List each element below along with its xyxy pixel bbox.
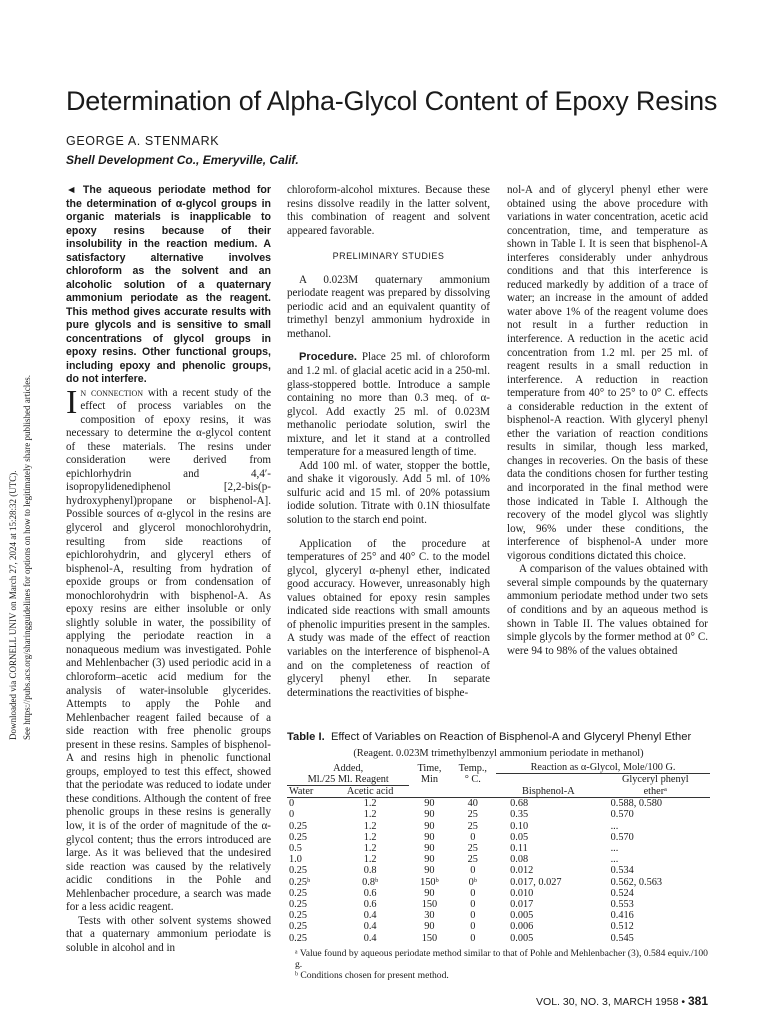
table-row xyxy=(287,832,710,843)
col-header-added-unit: Ml./25 Ml. Reagent xyxy=(287,774,409,786)
col-header-glyceryl-2: etherᵃ xyxy=(643,785,667,797)
cell-bisphenol: 0.11 xyxy=(510,842,528,854)
cell-glyceryl: 0.545 xyxy=(610,932,634,944)
cell-time: 150 xyxy=(421,898,438,910)
cell-temp: 0 xyxy=(470,921,476,933)
table-1 xyxy=(287,731,710,981)
author-name: GEORGE A. STENMARK xyxy=(66,134,220,148)
table-row xyxy=(287,821,710,832)
cell-temp: 25 xyxy=(467,820,478,832)
page-number: 381 xyxy=(687,994,708,1008)
cell-time: 90 xyxy=(424,798,435,810)
cell-glyceryl: 0.524 xyxy=(610,887,634,899)
cell-glyceryl: ... xyxy=(610,842,619,854)
cell-glyceryl: 0.562, 0.563 xyxy=(610,876,663,888)
body-paragraph: nol-A and of glyceryl phenyl ether were obtained using the above procedure with variations in water concentration, acetic acid concentration, time, and temperature as shown in Table I. It is seen that bisphenol-A interferes considerably under anhydrous conditions and that this interference is reduced markedly by addition of a trace of water; an increase in the amount of added water above 1% of the reagent volume does not result in a further reduction in interference. A reduction in the acetic acid concentration from 1.2 ml. per 25 ml. of reagent results in a small reduction in interference. A reduction in reaction temperature from 40° to 25° to 0° C. effects a considerable reduction in the extent of bisphenol-A reaction. With glyceryl phenyl ether the variation of reaction conditions results in similar, though less marked, changes in recoveries. On the basis of these data the conditions chosen for further testing and incorporated in the final method were those indicated in Table I. Although the recovery of the model glycol was slightly low, 96% under these conditions, the interference of bisphenol-A under more vigorous conditions dictated this choice. xyxy=(507,184,708,562)
cell-time: 90 xyxy=(424,809,435,821)
cell-water: 1.0 xyxy=(289,854,302,866)
table-label: Table I. xyxy=(287,731,325,743)
cell-bisphenol: 0.68 xyxy=(510,798,529,810)
table-row xyxy=(287,910,710,921)
table-row xyxy=(287,798,710,809)
cell-glyceryl: 0.416 xyxy=(610,910,634,922)
cell-bisphenol: 0.012 xyxy=(510,865,534,877)
cell-time: 90 xyxy=(424,865,435,877)
table-row xyxy=(287,899,710,910)
col-header-water: Water xyxy=(289,785,314,797)
cell-temp: 0 xyxy=(470,910,476,922)
abstract: ◄ The aqueous periodate method for the determination of α-glycol groups in organic materials is inapplicable to epoxy resins because of their insolubility in the reaction medium. A satisfactory alternative involves chloroform as the solvent and an alcoholic solution of a quaternary ammonium periodate as the reagent. This method gives accurate results with pure glycols and is sensitive to small concentrations of glycol groups in epoxy resins. Other functional groups, including epoxy and phenolic groups, do not interfere. xyxy=(66,184,271,385)
body-paragraph: Tests with other solvent systems showed that a quaternary ammonium periodate is soluble in alcohol and in xyxy=(66,914,271,954)
table-row xyxy=(287,809,710,820)
cell-bisphenol: 0.005 xyxy=(510,910,534,922)
cell-acetic-acid: 0.8 xyxy=(363,865,377,877)
cell-acetic-acid: 0.4 xyxy=(363,932,377,944)
cell-glyceryl: ... xyxy=(610,820,619,832)
table-caption xyxy=(287,731,710,743)
table-row xyxy=(287,888,710,899)
cell-acetic-acid: 0.4 xyxy=(363,921,377,933)
article-title: Determination of Alpha-Glycol Content of Epoxy Resins xyxy=(66,86,718,116)
table-body xyxy=(287,798,710,944)
table-subtitle: (Reagent. 0.023M trimethylbenzyl ammonium periodate in methanol) xyxy=(353,748,644,759)
cell-glyceryl: 0.534 xyxy=(610,865,634,877)
download-notice xyxy=(4,300,34,740)
cell-water: 0.5 xyxy=(289,842,302,854)
col-header-bisphenol: Bisphenol-A xyxy=(522,785,575,797)
download-notice-line: Downloaded via CORNELL UNIV on March 27, 2024 at 15:28:32 (UTC). xyxy=(8,470,18,740)
cell-water: 0.25 xyxy=(289,921,308,933)
volume-info: VOL. 30, NO. 3, MARCH 1958 xyxy=(536,996,679,1008)
lead-in: n connection xyxy=(80,386,144,399)
author-affiliation: Shell Development Co., Emeryville, Calif. xyxy=(66,153,299,167)
cell-glyceryl: ... xyxy=(610,854,619,866)
cell-bisphenol: 0.017 xyxy=(510,898,534,910)
cell-acetic-acid: 0.4 xyxy=(363,910,377,922)
table-row xyxy=(287,877,710,888)
table-row xyxy=(287,843,710,854)
cell-bisphenol: 0.08 xyxy=(510,854,529,866)
cell-glyceryl: 0.588, 0.580 xyxy=(610,798,663,810)
cell-time: 90 xyxy=(424,842,435,854)
cell-acetic-acid: 1.2 xyxy=(363,820,377,832)
body-paragraph: A 0.023M quaternary ammonium periodate reagent was prepared by dissolving periodic acid and an equivalent quantity of trimethyl benzyl ammonium hydroxide in methanol. xyxy=(287,273,490,340)
cell-bisphenol: 0.10 xyxy=(510,820,529,832)
cell-acetic-acid: 1.2 xyxy=(363,854,377,866)
cell-temp: 40 xyxy=(467,798,478,810)
col-header-glyceryl: Glyceryl phenyl xyxy=(621,774,689,786)
intro-paragraph xyxy=(66,383,272,915)
cell-bisphenol: 0.006 xyxy=(510,921,534,933)
cell-acetic-acid: 0.8ᵇ xyxy=(362,876,379,888)
cell-bisphenol: 0.010 xyxy=(510,887,534,899)
cell-bisphenol: 0.017, 0.027 xyxy=(510,876,562,888)
cell-water: 0.25 xyxy=(289,887,308,899)
procedure-paragraph xyxy=(287,351,490,459)
col-header-reaction: Reaction as α-Glycol, Mole/100 G. xyxy=(496,762,710,774)
body-paragraph: A comparison of the values obtained with several simple compounds by the quaternary ammonium periodate method under two sets of conditions and by an aqueous method is shown in Table II. The values obtained for simple glycols by the former method at 0° C. were 94 to 98% of the values obtained xyxy=(507,563,708,657)
cell-water: 0.25 xyxy=(289,898,308,910)
table-row xyxy=(287,921,710,932)
body-paragraph: Add 100 ml. of water, stopper the bottle, and shake it vigorously. Add 5 ml. of 10% sulfuric acid and 15 ml. of 20% potassium iodide solution. Titrate with 0.1N thiosulfate solution to the starch end point. xyxy=(287,459,490,527)
cell-time: 90 xyxy=(424,820,435,832)
cell-temp: 25 xyxy=(467,842,478,854)
table-row xyxy=(287,933,710,944)
cell-glyceryl: 0.512 xyxy=(610,921,634,933)
cell-water: 0.25 xyxy=(289,932,308,944)
cell-water: 0.25ᵇ xyxy=(289,876,311,888)
cell-time: 90 xyxy=(424,854,435,866)
cell-temp: 0 xyxy=(470,887,476,899)
cell-glyceryl: 0.570 xyxy=(610,809,634,821)
procedure-label: Procedure. xyxy=(299,351,357,364)
table-title: Effect of Variables on Reaction of Bisphenol-A and Glyceryl Phenyl Ether xyxy=(330,731,692,743)
section-heading: PRELIMINARY STUDIES xyxy=(332,251,445,262)
cell-time: 90 xyxy=(424,831,435,843)
cell-temp: 25 xyxy=(467,854,478,866)
body-paragraph: Application of the procedure at temperatures of 25° and 40° C. to the model glycol, glyceryl α-phenyl ether, indicated good accuracy. However, unreasonably high values obtained for epoxy resin samples indicated side reactions with small amounts of phenolic impurities present in the samples. A study was made of the effect of reaction variables on the interference of bisphenol-A and on the completeness of reaction of glyceryl phenyl ether. In separate determinations the reactivities of bisphe- xyxy=(287,537,490,699)
footnote-b: ᵇ Conditions chosen for present method. xyxy=(295,969,449,981)
page-footer xyxy=(536,994,708,1008)
cell-temp: 0 xyxy=(470,932,476,944)
cell-water: 0.25 xyxy=(289,831,308,843)
cell-temp: 0 xyxy=(470,831,476,843)
cell-glyceryl: 0.570 xyxy=(610,831,634,843)
cell-acetic-acid: 1.2 xyxy=(363,831,377,843)
table-row xyxy=(287,854,710,865)
cell-water: 0 xyxy=(289,809,295,821)
cell-bisphenol: 0.005 xyxy=(510,932,534,944)
text-column-1 xyxy=(66,184,271,955)
cell-time: 150ᵇ xyxy=(420,876,439,888)
table-footnotes xyxy=(295,948,710,981)
cell-bisphenol: 0.05 xyxy=(510,831,529,843)
text-column-2 xyxy=(287,184,490,700)
cell-temp: 0 xyxy=(470,865,476,877)
body-paragraph: chloroform-alcohol mixtures. Because these resins dissolve readily in the latter solvent, this combination of reagent and solvent appeared favorable. xyxy=(287,184,490,237)
cell-acetic-acid: 1.2 xyxy=(363,809,377,821)
footer-bullet: • xyxy=(681,996,686,1008)
sharing-guidelines-line: See https://pubs.acs.org/sharingguidelines for options on how to legitimately share published articles. xyxy=(22,374,32,740)
cell-glyceryl: 0.553 xyxy=(610,898,634,910)
cell-time: 30 xyxy=(424,910,435,922)
col-header-temp: Temp., ° C. xyxy=(458,763,488,786)
cell-acetic-acid: 0.6 xyxy=(363,898,377,910)
cell-water: 0.25 xyxy=(289,865,308,877)
text-column-3 xyxy=(507,184,708,658)
cell-acetic-acid: 1.2 xyxy=(363,798,377,810)
cell-water: 0 xyxy=(289,798,295,810)
cell-temp: 0 xyxy=(470,898,476,910)
cell-acetic-acid: 1.2 xyxy=(363,842,377,854)
cell-temp: 0ᵇ xyxy=(468,876,477,888)
col-header-time: Time, Min xyxy=(417,763,442,786)
cell-time: 150 xyxy=(421,932,438,944)
cell-water: 0.25 xyxy=(289,910,308,922)
cell-temp: 25 xyxy=(467,809,478,821)
intro-text: with a recent study of the effect of process variables on the composition of epoxy resins, it was necessary to determine the α-glycol content of these materials. The resins under consideration were derived from epichlorhydrin and 4,4′-isopropylidenediphenol [2,2-bis(p-hydroxyphenyl)propane or bisphenol-A]. Possible sources of α-glycol in the resins are glycerol and glycerol monochlorohydrin, resulting from side reactions of epichlorohydrin, and glyceryl ethers of bisphenol-A, resulting from hydration of epoxide groups or from condensation of monochlorohydrin with bisphenol-A. As epoxy resins are either insoluble or only slightly soluble in water, the possibility of applying the periodate reaction in a nonaqueous medium was investigated. Pohle and Mehlenbacher (3) used periodic acid in a chloroform–acetic acid medium for the analysis of water-insoluble glycerides. Attempts to apply the Pohle and Mehlenbacher reagent failed because of a side reaction with free phenolic groups present in these resins. Samples of bisphenol-A and resins high in phenolic functional groups, employed to test this effect, showed that the periodate was reduced to iodate under these conditions. Although the content of free phenolic groups in these resins is generally low, it is of the order of magnitude of the α-glycol content; thus the errors introduced are large. As it was believed that the undesired side reaction was caused by the relatively acidic conditions in the Pohle and Mehlenbacher procedure, a search was made for a less acidic reagent. xyxy=(66,386,272,914)
data-table xyxy=(287,762,710,944)
cell-acetic-acid: 0.6 xyxy=(363,887,377,899)
footnote-a: ᵃ Value found by aqueous periodate method similar to that of Pohle and Mehlenbacher (3), 0.584 equiv./100 g. xyxy=(295,947,708,970)
cell-time: 90 xyxy=(424,921,435,933)
procedure-text: Place 25 ml. of chloroform and 1.2 ml. of glacial acetic acid in a 250-ml. glass-stoppered bottle. Introduce a sample containing no more than 0.3 meq. of α-glycol. Add exactly 25 ml. of 0.023M methanolic periodate solution, swirl the mixture, and let it stand at a controlled temperature for a measured length of time. xyxy=(287,351,490,459)
cell-time: 90 xyxy=(424,887,435,899)
col-header-added: Added, xyxy=(333,762,364,774)
col-header-acetic: Acetic acid xyxy=(346,785,394,797)
drop-cap: I xyxy=(66,383,78,421)
table-row xyxy=(287,865,710,876)
cell-water: 0.25 xyxy=(289,820,308,832)
cell-bisphenol: 0.35 xyxy=(510,809,529,821)
